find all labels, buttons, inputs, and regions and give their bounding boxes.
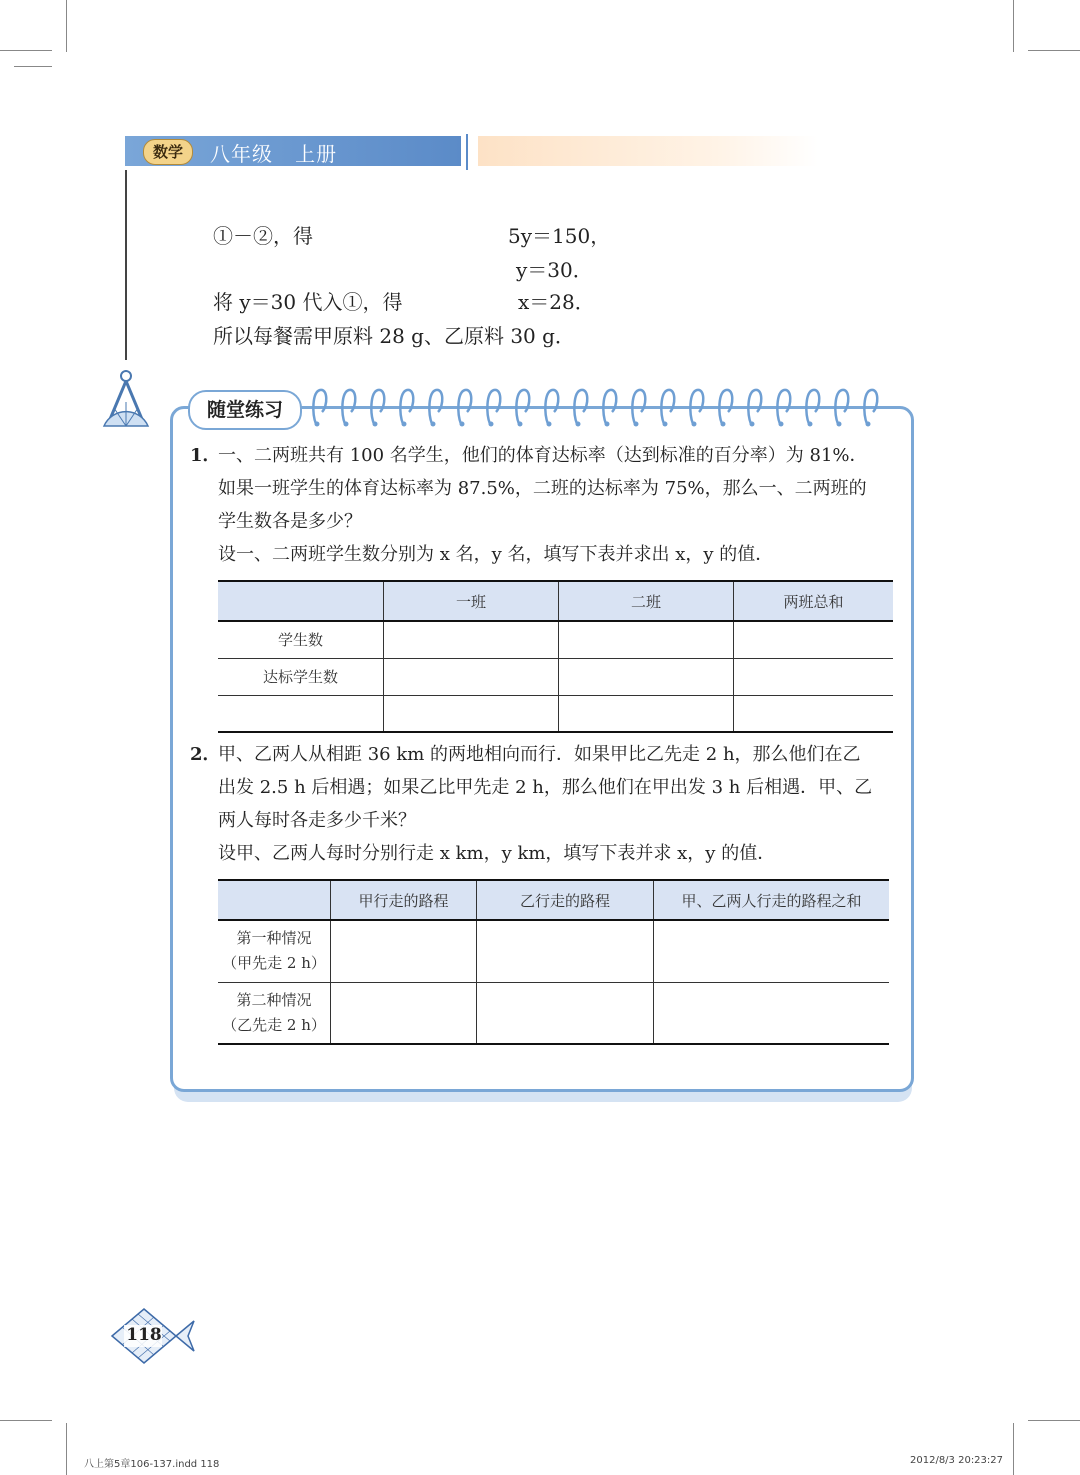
table-row — [218, 920, 889, 982]
q2-text-line3: 两人每时各走多少千米？ — [218, 810, 416, 831]
crop-mark — [1028, 50, 1080, 51]
crop-mark — [66, 0, 67, 52]
q2-header-blank — [218, 880, 331, 920]
q1-header-blank — [218, 581, 384, 621]
footer-file: 八上第5章106-137.indd 118 — [84, 1459, 220, 1470]
q1-header-total: 两班总和 — [734, 581, 894, 621]
q1-table — [218, 580, 893, 733]
q1-row-label: 学生数 — [218, 621, 384, 658]
table-cell[interactable] — [734, 621, 894, 658]
table-cell[interactable] — [654, 920, 890, 982]
q1-row-label: 达标学生数 — [218, 658, 384, 695]
table-cell[interactable] — [384, 658, 559, 695]
q2-table — [218, 879, 889, 1045]
q2-text-line1: 甲、乙两人从相距 36 km 的两地相向而行．如果甲比乙先走 2 h，那么他们在乙 — [218, 744, 861, 765]
subject-badge: 数学 — [143, 139, 193, 165]
q2-header-a: 甲行走的路程 — [331, 880, 477, 920]
crop-mark — [1028, 1420, 1080, 1421]
q2-row-label — [218, 920, 331, 982]
q1-header-class1: 一班 — [384, 581, 559, 621]
solution-line3-right: x＝28． — [518, 290, 595, 314]
q2-case2-note: （乙先走 2 h） — [222, 1015, 326, 1034]
table-cell[interactable] — [734, 695, 894, 732]
q2-case1-note: （甲先走 2 h） — [222, 954, 326, 973]
crop-mark — [66, 1423, 67, 1475]
table-cell[interactable] — [384, 621, 559, 658]
q1-row-label — [218, 695, 384, 732]
table-cell[interactable] — [384, 695, 559, 732]
table-cell[interactable] — [477, 982, 654, 1044]
margin-line — [125, 170, 127, 360]
table-cell[interactable] — [654, 982, 890, 1044]
q1-header-class2: 二班 — [559, 581, 734, 621]
table-cell[interactable] — [559, 695, 734, 732]
solution-line1-right: 5y＝150， — [508, 224, 611, 248]
crop-mark — [0, 50, 52, 51]
table-cell[interactable] — [559, 658, 734, 695]
grade-label: 八年级 上册 — [210, 142, 338, 166]
q1-text-line3: 学生数各是多少？ — [218, 511, 362, 532]
q2-case2-title: 第二种情况 — [236, 990, 312, 1009]
q1-text-line1: 一、二两班共有 100 名学生，他们的体育达标率（达到标准的百分率）为 81%． — [218, 445, 868, 466]
q2-number: 2． — [190, 744, 221, 765]
table-row — [218, 982, 889, 1044]
q2-text-line2: 出发 2.5 h 后相遇；如果乙比甲先走 2 h，那么他们在甲出发 3 h 后相遇．甲、乙 — [218, 777, 873, 798]
table-cell[interactable] — [477, 920, 654, 982]
crop-mark — [0, 1420, 52, 1421]
table-cell[interactable] — [331, 920, 477, 982]
page-number: 118 — [126, 1325, 162, 1345]
footer-timestamp: 2012/8/3 20:23:27 — [910, 1455, 1004, 1466]
table-cell[interactable] — [331, 982, 477, 1044]
header-fade — [478, 136, 818, 166]
solution-conclusion: 所以每餐需甲原料 28 g、乙原料 30 g． — [213, 324, 575, 348]
header-divider — [466, 134, 468, 170]
q1-text-line2: 如果一班学生的体育达标率为 87.5%，二班的达标率为 75%，那么一、二两班的 — [218, 478, 867, 499]
q2-header-sum: 甲、乙两人行走的路程之和 — [654, 880, 890, 920]
solution-line2-right: y＝30． — [516, 258, 593, 282]
solution-line3-left: 将 y＝30 代入①，得 — [213, 290, 403, 314]
table-cell[interactable] — [734, 658, 894, 695]
compass-icon — [100, 368, 154, 430]
spiral-binding — [310, 384, 900, 430]
q2-text-line4: 设甲、乙两人每时分别行走 x km，y km，填写下表并求 x，y 的值． — [218, 843, 776, 864]
q2-row-label — [218, 982, 331, 1044]
crop-mark — [1013, 1423, 1014, 1475]
q1-number: 1． — [190, 445, 221, 466]
q2-header-b: 乙行走的路程 — [477, 880, 654, 920]
q1-line1 — [190, 439, 868, 472]
crop-mark — [1013, 0, 1014, 52]
q2-case1-title: 第一种情况 — [236, 929, 312, 948]
solution-line1-left: ①－②，得 — [213, 224, 313, 248]
table-row — [218, 658, 893, 695]
table-cell[interactable] — [559, 621, 734, 658]
crop-mark — [14, 66, 52, 67]
table-row — [218, 621, 893, 658]
q1-text-line4: 设一、二两班学生数分别为 x 名，y 名，填写下表并求出 x，y 的值． — [218, 544, 774, 565]
q2-line1 — [190, 738, 861, 771]
table-row — [218, 695, 893, 732]
practice-title: 随堂练习 — [188, 390, 302, 430]
